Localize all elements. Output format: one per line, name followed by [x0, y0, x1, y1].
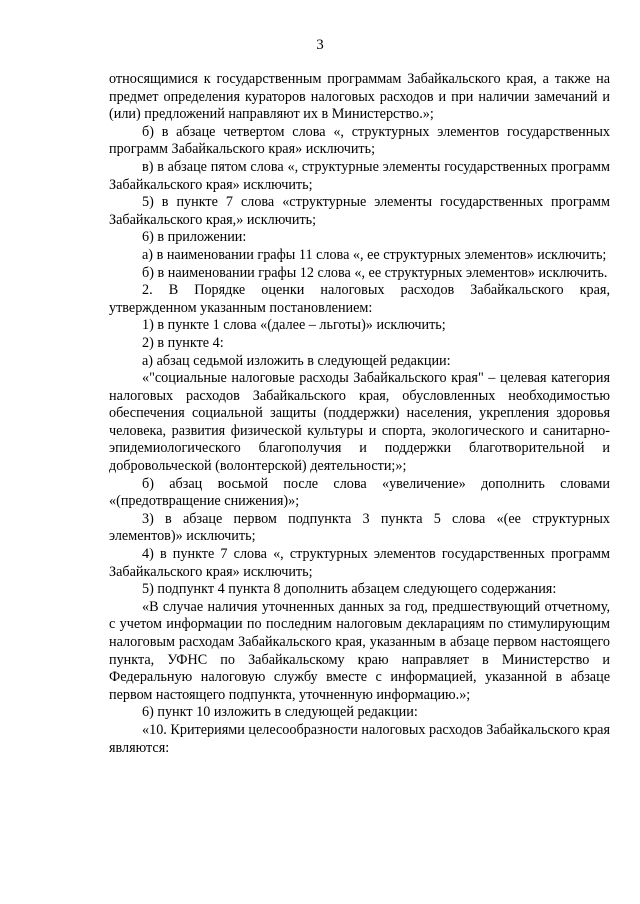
paragraph: 6) в приложении:	[142, 229, 247, 246]
paragraph: в) в абзаце пятом слова «, структурные элементы государственных программ Забайкальского края» исключить;	[109, 158, 610, 193]
page-number: 3	[316, 37, 324, 53]
paragraph: б) в абзаце четвертом слова «, структурных элементов государственных программ Забайкальского края» исключить;	[109, 123, 610, 158]
paragraph: «10. Критериями целесообразности налоговых расходов Забайкальского края являются:	[109, 721, 610, 756]
document-body	[109, 71, 610, 757]
paragraph: 1) в пункте 1 слова «(далее – льготы)» исключить;	[142, 317, 446, 334]
paragraph: 3) в абзаце первом подпункта 3 пункта 5 слова «(ее структурных элементов)» исключить;	[109, 510, 610, 545]
paragraph: а) абзац седьмой изложить в следующей редакции:	[142, 352, 451, 369]
paragraph: 6) пункт 10 изложить в следующей редакции:	[142, 704, 418, 721]
paragraph: б) в наименовании графы 12 слова «, ее структурных элементов» исключить.	[142, 264, 608, 281]
paragraph: «В случае наличия уточненных данных за год, предшествующий отчетному, с учетом информации по последним налоговым декларациям по стимулирующим налоговым расходам Забайкальского края, указанным в абзаце первом настоящего пункта, УФНС по Забайкальскому краю направляет в Министерство и Федеральную налоговую службу вместе с информацией, указанной в абзаце первом настоящего подпункта, уточненную информацию.»;	[109, 598, 610, 703]
paragraph: «"социальные налоговые расходы Забайкальского края" – целевая категория налоговых расходов Забайкальского края, обусловленных необходимостью обеспечения социальной защиты (поддержки) населения, укрепления здоровья человека, развития физической культуры и спорта, экологического и санитарно-эпидемиологического благополучия и поддержки благотворительной и добровольческой (волонтерской) деятельности;»;	[109, 370, 610, 475]
paragraph: 4) в пункте 7 слова «, структурных элементов государственных программ Забайкальского края» исключить;	[109, 546, 610, 580]
paragraph: 5) подпункт 4 пункта 8 дополнить абзацем следующего содержания:	[142, 581, 557, 598]
paragraph: 5) в пункте 7 слова «структурные элементы государственных программ Забайкальского края,» исключить;	[109, 194, 610, 228]
paragraph: 2) в пункте 4:	[142, 334, 224, 351]
paragraph: а) в наименовании графы 11 слова «, ее структурных элементов» исключить;	[142, 246, 607, 263]
paragraph-continuation: относящимися к государственным программам Забайкальского края, а также на предмет определения кураторов налоговых расходов и при наличии замечаний и (или) предложений направляют их в Министерство.»;	[109, 71, 610, 123]
paragraph: 2. В Порядке оценки налоговых расходов Забайкальского края, утвержденном указанным постановлением:	[109, 282, 610, 316]
paragraph: б) абзац восьмой после слова «увеличение» дополнить словами «(предотвращение снижения)»;	[109, 475, 610, 510]
